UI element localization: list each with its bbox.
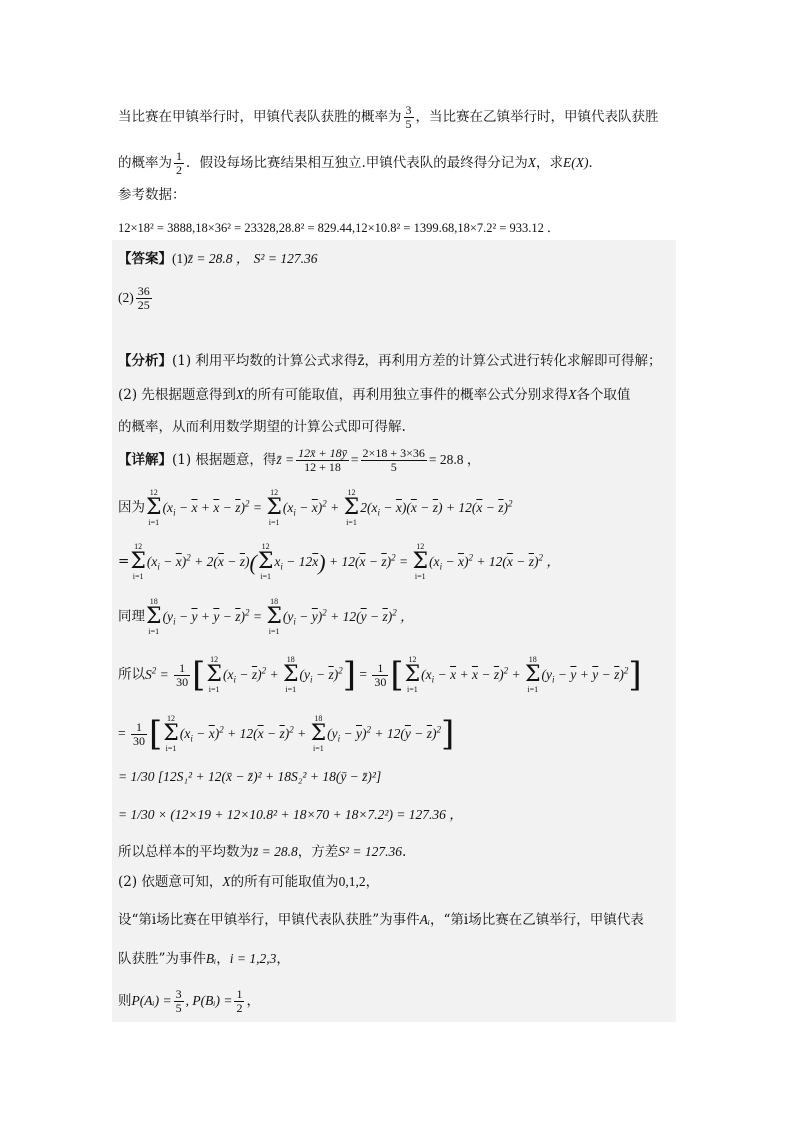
detail-line-5-formula: 所以$S^2$ = $\frac{1}{30}$ [ 12 Σ i=1 $(x_i - \overline{z})^2$ + 18 Σ i=1 $(y_i - \overline{z})^2$] = $\frac{1}{30}$ [ 12 Σ i=1 $(x_i - \overline{x} + \overline{x} - \overline{z})^2$ + 18 Σ i=1 $(y_i - \overline{y} + \overline{y} - \overline{z})^2$]: [118, 655, 642, 695]
detail-line-10: (2) 依题意可知，X的所有可能取值为0,1,2，: [118, 874, 380, 890]
detail-line-7-formula: = 1/30 [12S₁² + 12(x̄ − z̄)² + 18S₂² + 18(ȳ − z̄)²]: [118, 769, 382, 784]
intro-line-2: 的概率为 $\frac{1}{2}$ ．假设每场比赛结果相互独立.甲镇代表队的最终得分记为X，求E(X)．: [118, 149, 603, 177]
analysis-line-2: (2) 先根据题意得到X的所有可能取值，再利用独立事件的概率公式分别求得X各个取值: [118, 387, 631, 403]
detail-line-9: 所以总样本的平均数为z̄ = 28.8，方差S² = 127.36.: [118, 844, 407, 860]
detail-label: 【详解】: [118, 452, 172, 468]
detail-line-6-formula: = $\frac{1}{30}$ [ 12 Σ i=1 $(x_i - \overline{x})^2 + 12(\overline{x} - \overline{z})^2$ + 18 Σ i=1 $(y_i - \overline{y})^2 + 12(\overline{y} - \overline{z})^2$]: [118, 714, 455, 754]
detail-line-12: 队获胜”为事件Bᵢ，i = 1,2,3，: [118, 951, 290, 967]
answer-line-1: 【答案】(1)z̄ = 28.8 ， S² = 127.36: [118, 251, 318, 267]
fraction-3-5: $\frac{3}{5}$: [405, 103, 412, 131]
reference-label: 参考数据：: [118, 187, 186, 203]
detail-line-8-formula: = 1/30 × (12×19 + 12×10.8² + 18×70 + 18×7.2²) = 127.36 ，: [118, 807, 463, 822]
detail-line-2-formula: 因为 12 Σ i=1 $(x_i - \overline{x} + \overline{x} - \overline{z})^2$ = 12 Σ i=1 $(x_i - \overline{x})^2$ + 12 Σ i=1 $2(x_i - \overline{x})(\overline{x} - \overline{z}) + 12(\overline{x} - \overline{z})^2$: [118, 488, 513, 527]
detail-line-4-formula: 同理 18 Σ i=1 $(y_i - \overline{y} + \overline{y} - \overline{z})^2$ = 18 Σ i=1 $(y_i - \overline{y})^2 + 12(\overline{y} - \overline{z})^2$ ，: [118, 597, 414, 636]
intro-line-1: 当比赛在甲镇举行时，甲镇代表队获胜的概率为 $\frac{3}{5}$ ，当比赛在乙镇举行时，甲镇代表队获胜: [118, 103, 659, 131]
reference-data: 12×18² = 3888,18×36² = 23328,28.8² = 829.44,12×10.8² = 1399.68,18×7.2² = 933.12 ．: [118, 221, 560, 235]
analysis-line-3: 的概率，从而利用数学期望的计算公式即可得解.: [118, 419, 406, 435]
fraction-1-2: $\frac{1}{2}$: [176, 149, 182, 177]
fraction-mean: $\frac{12x̄ + 18ȳ}{12 + 18}$: [298, 446, 347, 474]
answer-label: 【答案】: [118, 251, 172, 267]
detail-line-13: 则P(Aᵢ) = $\frac{3}{5}$ , P(Bᵢ) = $\frac{1}{2}$ ，: [118, 987, 260, 1015]
detail-line-1: 【详解】(1) 根据题意，得z̄ = $\frac{12x̄ + 18ȳ}{12 + 18}$ = $\frac{2\times 18 + 3\times 36}{5}$ = 28.8 ，: [118, 446, 481, 474]
fraction-mean-numeric: $\frac{2\times 18 + 3\times 36}{5}$: [362, 446, 425, 474]
detail-line-11: 设“第i场比赛在甲镇举行，甲镇代表队获胜”为事件Aᵢ，“第i场比赛在乙镇举行，甲镇代表: [118, 912, 644, 928]
detail-line-3-formula: = 12 Σ i=1 $(x_i - \overline{x})^2 + 2(\overline{x} - \overline{z})$( 12 Σ i=1 $x_i - 12\overline{x}) + 12(\overline{x} - \overline{z})^2$ = 12 Σ i=1 $(x_i - \overline{x})^2 + 12(\overline{x} - \overline{z})^2$ ，: [118, 542, 560, 581]
analysis-line-1: 【分析】(1) 利用平均数的计算公式求得z̄，再利用方差的计算公式进行转化求解即可得解；: [118, 353, 662, 369]
fraction-36-25: $\frac{36}{25}$: [137, 284, 150, 312]
answer-line-2: (2) $\frac{36}{25}$: [118, 284, 150, 312]
analysis-label: 【分析】: [118, 353, 172, 369]
